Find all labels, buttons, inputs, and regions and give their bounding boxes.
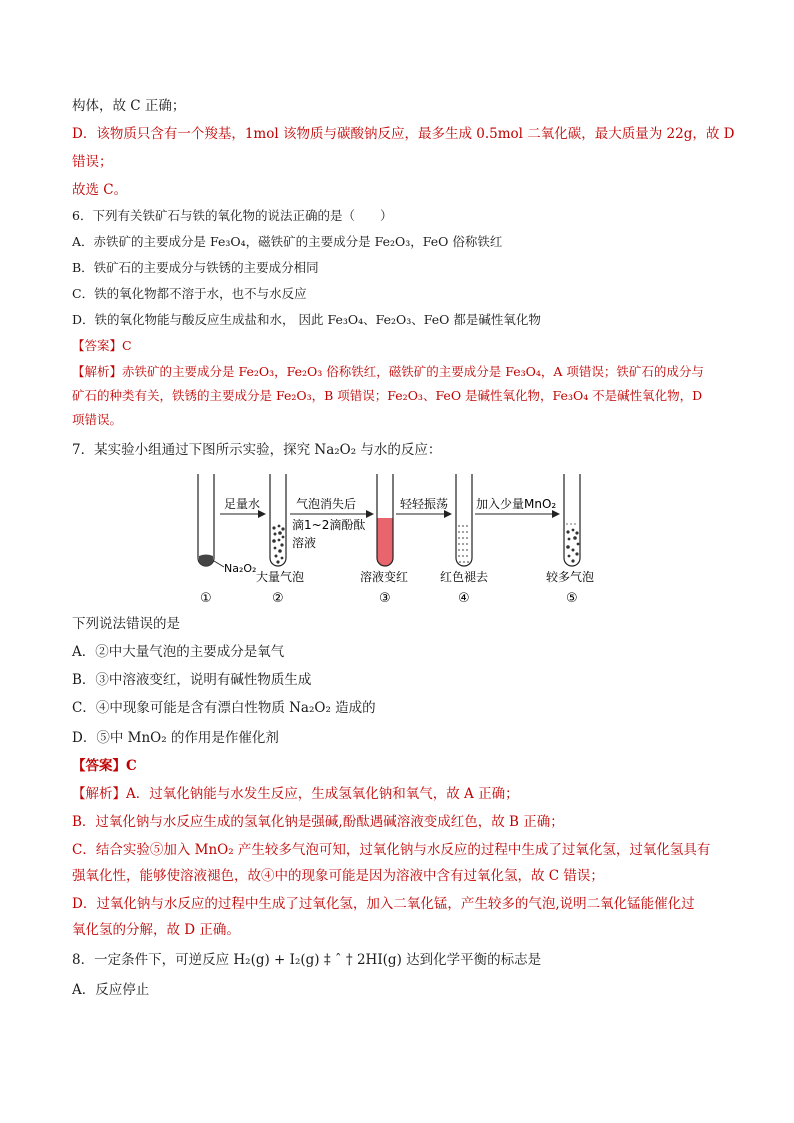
reagent-label: Na₂O₂ [224,562,257,575]
q7-analysis-line-6: 氧化氢的分解，故 D 正确。 [72,922,240,938]
prev-solution-line-4: 故选 C。 [72,182,128,198]
q7-prompt: 下列说法错误的是 [72,616,180,632]
q7-answer: 【答案】C [72,758,137,774]
q7-option-a: A．②中大量气泡的主要成分是氧气 [72,644,285,660]
arrow-4 [475,510,560,518]
caption-3: 溶液变红 [360,570,409,584]
tube-number-1: ① [200,591,212,606]
q7-analysis-line-4: 强氧化性，能够使溶液褪色，故④中的现象可能是因为溶液中含有过氧化氢，故 C 错误； [72,868,604,884]
arrow-2-mid-label: 滴1~2滴酚酞 [292,518,366,532]
arrow-2-bot-label: 溶液 [292,536,317,550]
arrow-3-label: 轻轻振荡 [400,497,449,511]
tube-number-5: ⑤ [566,591,578,606]
arrow-1-label: 足量水 [224,497,261,511]
q7-analysis-line-3: C．结合实验⑤加入 MnO₂ 产生较多气泡可知，过氧化钠与水反应的过程中生成了过氧化氢，过氧化氢具有 [72,842,711,858]
test-tube-1 [198,474,214,566]
q7-stem: 7．某实验小组通过下图所示实验，探究 Na₂O₂ 与水的反应： [72,442,442,458]
prev-solution-line-2: D．该物质只含有一个羧基，1mol 该物质与碳酸钠反应，最多生成 0.5mol 二氧化碳，最大质量为 22g，故 D [72,126,735,142]
arrow-2 [290,510,374,518]
prev-solution-line-1: 构体，故 C 正确； [72,98,186,114]
test-tube-5 [564,474,580,566]
arrow-4-label: 加入少量MnO₂ [476,497,557,511]
test-tube-4 [456,474,472,566]
q6-option-d: D．铁的氧化物能与酸反应生成盐和水， 因此 Fe₃O₄、Fe₂O₃、FeO 都是碱性氧化物 [72,312,541,327]
q7-option-d: D．⑤中 MnO₂ 的作用是作催化剂 [72,730,279,746]
caption-5: 较多气泡 [546,570,595,584]
q6-analysis-line-2: 矿石的种类有关，铁锈的主要成分是 Fe₂O₃，B 项错误；Fe₂O₃、FeO 是碱性氧化物，Fe₃O₄ 不是碱性氧化物，D [72,388,703,403]
q6-analysis-line-3: 项错误。 [72,412,123,427]
q6-analysis-line-1: 【解析】赤铁矿的主要成分是 Fe₂O₃，Fe₂O₃ 俗称铁红，磁铁矿的主要成分是 Fe₃O₄，A 项错误；铁矿石的成分与 [72,364,704,379]
experiment-figure [190,466,610,606]
q6-answer: 【答案】C [72,338,132,353]
tube-number-3: ③ [379,591,391,606]
q6-option-a: A．赤铁矿的主要成分是 Fe₃O₄，磁铁矿的主要成分是 Fe₂O₃，FeO 俗称铁红 [72,234,503,249]
q7-option-c: C．④中现象可能是含有漂白性物质 Na₂O₂ 造成的 [72,700,376,716]
caption-2: 大量气泡 [256,570,305,584]
q6-option-c: C．铁的氧化物都不溶于水，也不与水反应 [72,286,307,301]
q7-analysis-line-2: B．过氧化钠与水反应生成的氢氧化钠是强碱,酚酞遇碱溶液变成红色，故 B 正确； [72,814,564,830]
q8-option-a: A．反应停止 [72,982,150,998]
arrow-1 [220,510,266,518]
q7-analysis-line-5: D．过氧化钠与水反应的过程中生成了过氧化氢，加入二氧化锰，产生较多的气泡,说明二氧化锰能催化过 [72,896,695,912]
q7-analysis-line-1: 【解析】A．过氧化钠能与水发生反应，生成氢氧化钠和氧气，故 A 正确； [72,786,519,802]
q6-option-b: B．铁矿石的主要成分与铁锈的主要成分相同 [72,260,319,275]
q6-stem: 6．下列有关铁矿石与铁的氧化物的说法正确的是（ ） [72,208,393,223]
caption-4: 红色褪去 [440,570,489,584]
q8-stem: 8．一定条件下，可逆反应 H₂(g) + I₂(g) ‡ ˆ † 2HI(g) 达到化学平衡的标志是 [72,952,542,968]
prev-solution-line-3: 错误； [72,154,113,170]
tube-number-4: ④ [458,591,470,606]
arrow-3 [396,510,452,518]
tube-number-2: ② [272,591,284,606]
arrow-2-top-label: 气泡消失后 [296,497,357,511]
q7-option-b: B．③中溶液变红，说明有碱性物质生成 [72,672,312,688]
test-tube-2 [270,474,286,566]
test-tube-3 [377,474,393,566]
